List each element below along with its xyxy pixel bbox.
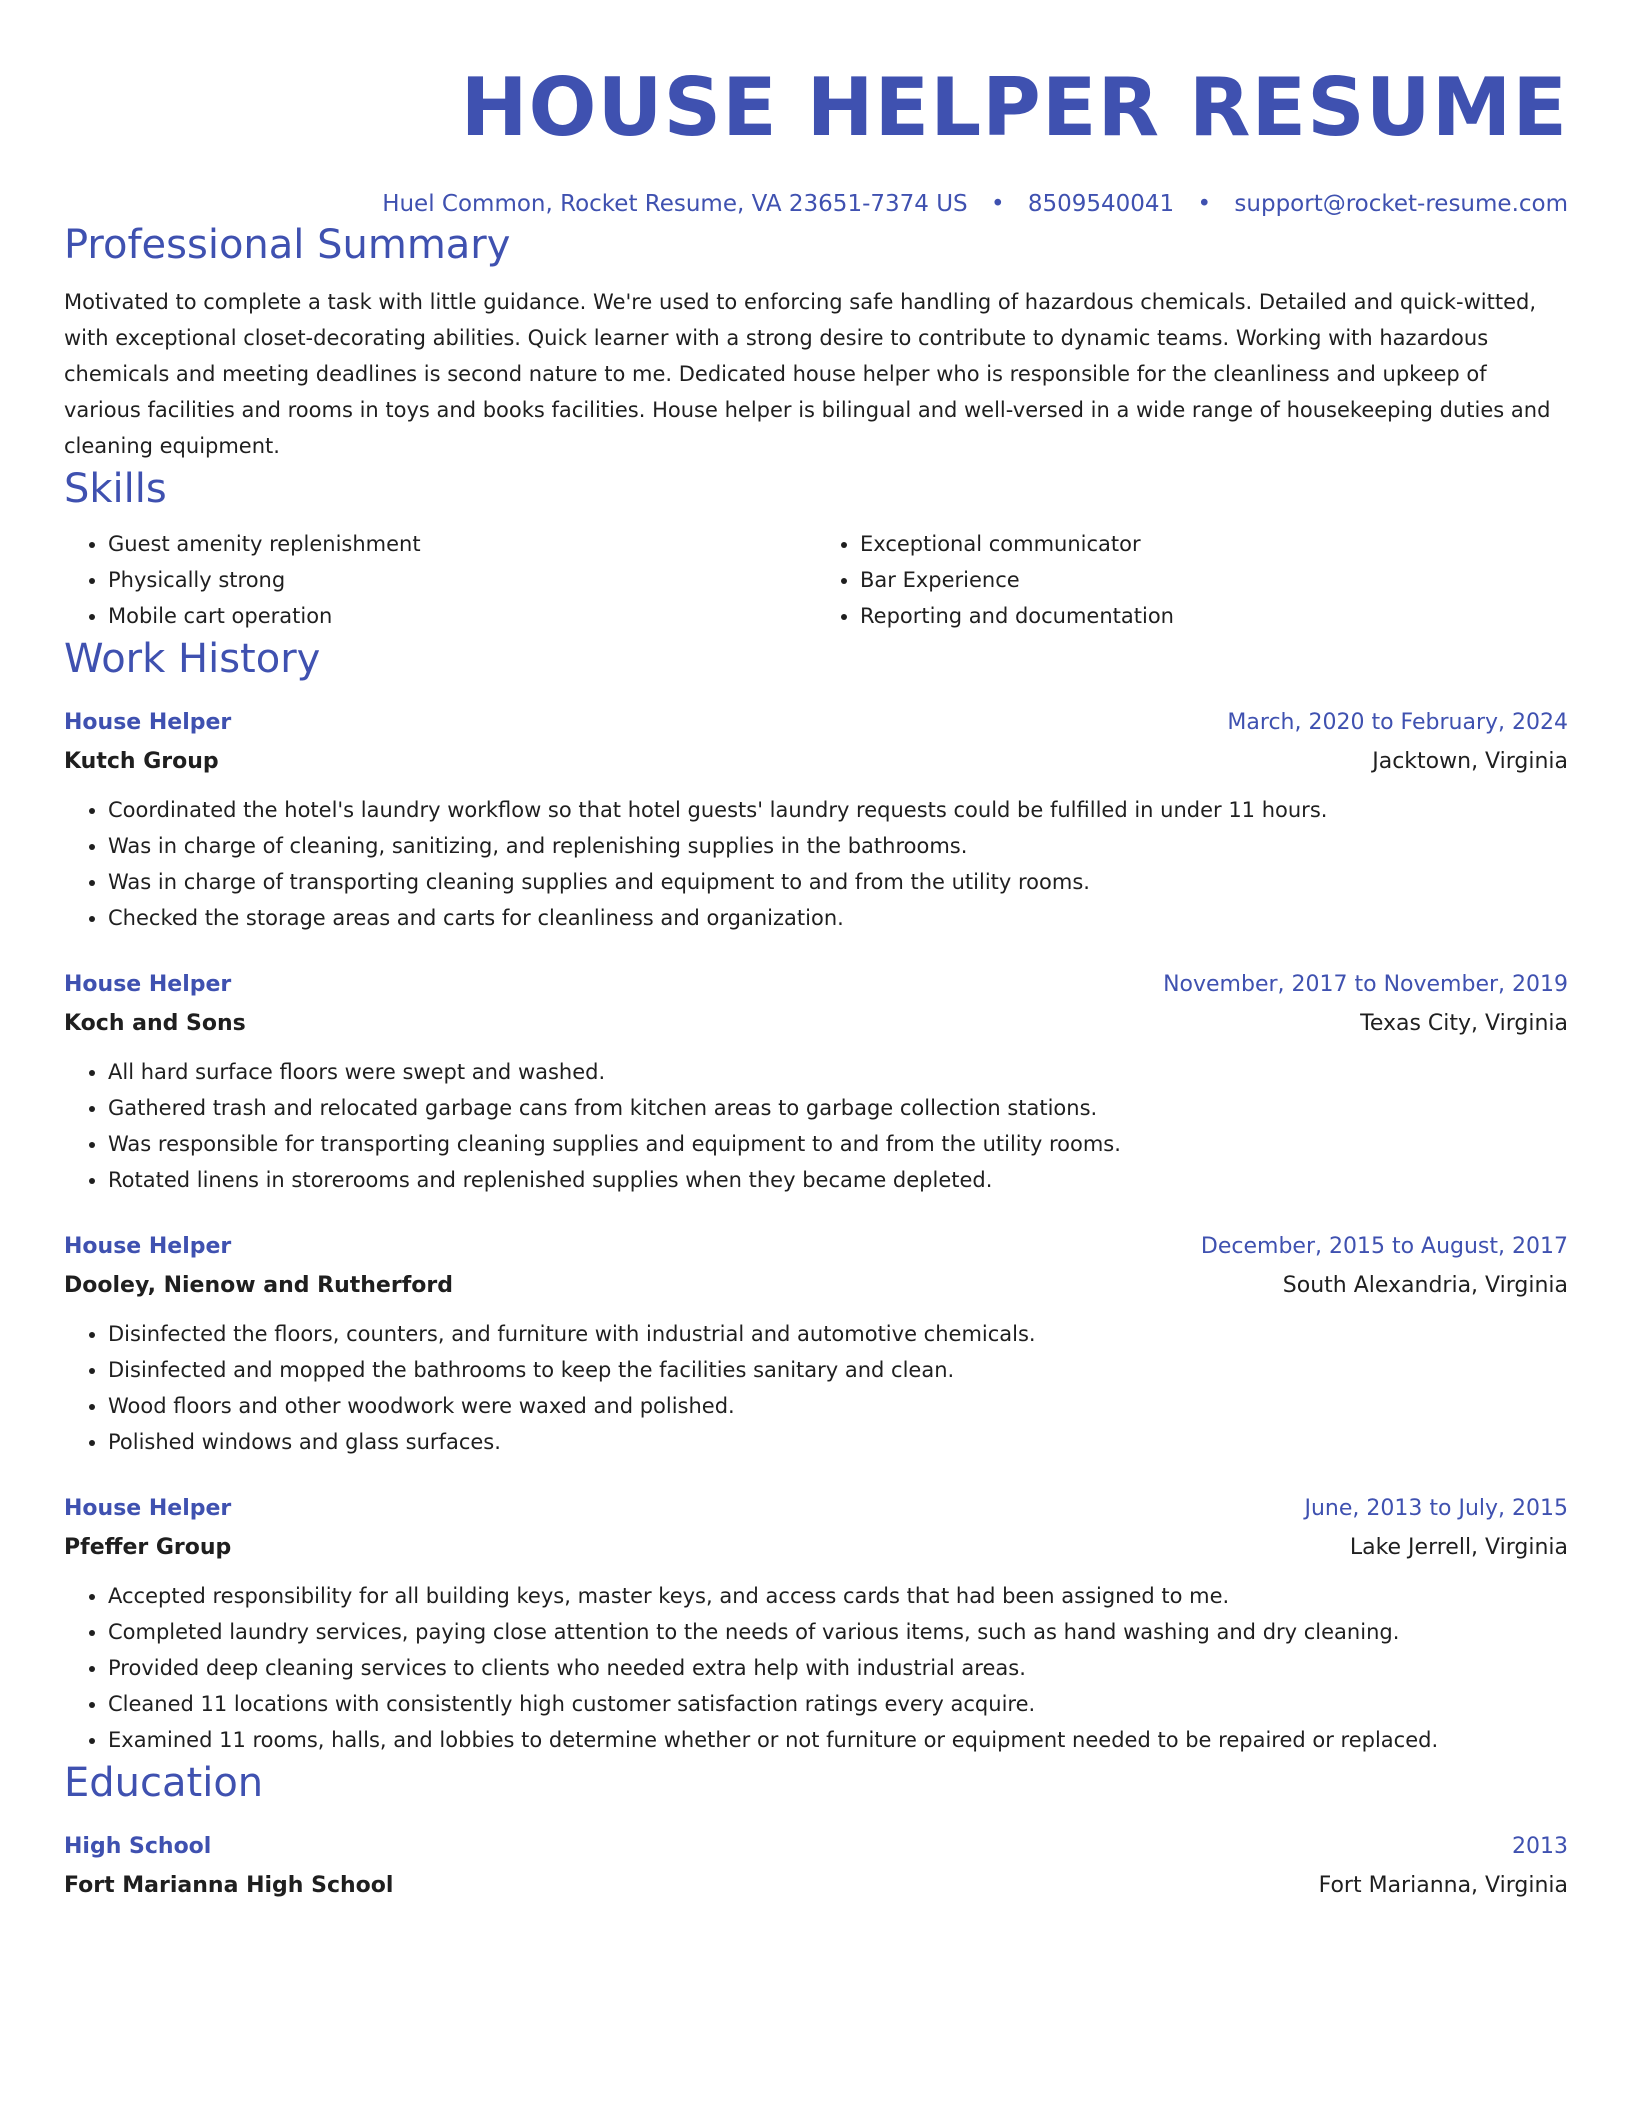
skill-item: • Physically strong <box>108 562 816 598</box>
skills-column-left <box>64 526 816 634</box>
job-company: Dooley, Nienow and Rutherford <box>64 1273 453 1298</box>
job-bullet: • Was in charge of transporting cleaning supplies and equipment to and from the utility rooms. <box>108 864 1568 900</box>
skills-column-right <box>816 526 1568 634</box>
job-bullet: • Coordinated the hotel's laundry workflow so that hotel guests' laundry requests could be fulfilled in under 11 hours. <box>108 792 1568 828</box>
job-bullet: • All hard surface floors were swept and washed. <box>108 1054 1568 1090</box>
job-bullet: • Examined 11 rooms, halls, and lobbies to determine whether or not furniture or equipment needed to be repaired or replaced. <box>108 1722 1568 1758</box>
job-bullet: • Was responsible for transporting cleaning supplies and equipment to and from the utility rooms. <box>108 1126 1568 1162</box>
job-bullet: • Polished windows and glass surfaces. <box>108 1424 1568 1460</box>
education-heading: Education <box>64 1760 264 1806</box>
job-bullet: • Rotated linens in storerooms and replenished supplies when they became depleted. <box>108 1162 1568 1198</box>
job-bullet: • Disinfected the floors, counters, and furniture with industrial and automotive chemicals. <box>108 1316 1568 1352</box>
education-school: Fort Marianna High School <box>64 1873 394 1898</box>
job-bullet: • Disinfected and mopped the bathrooms to keep the facilities sanitary and clean. <box>108 1352 1568 1388</box>
job-bullets <box>64 1578 1568 1758</box>
work-history-heading: Work History <box>64 636 321 682</box>
job-location: South Alexandria, Virginia <box>1282 1273 1568 1298</box>
skills-list <box>64 526 1568 634</box>
education-entry <box>64 1828 1568 1906</box>
skill-item: • Bar Experience <box>860 562 1568 598</box>
job-role: House Helper <box>64 1234 232 1259</box>
job-location: Lake Jerrell, Virginia <box>1349 1535 1568 1560</box>
education-location: Fort Marianna, Virginia <box>1318 1873 1568 1898</box>
job-entry <box>64 1228 1568 1460</box>
job-bullet: • Was in charge of cleaning, sanitizing, and replenishing supplies in the bathrooms. <box>108 828 1568 864</box>
job-entry <box>64 966 1568 1198</box>
job-dates: December, 2015 to August, 2017 <box>1200 1234 1568 1259</box>
skills-heading: Skills <box>64 466 167 512</box>
job-bullet: • Cleaned 11 locations with consistently high customer satisfaction ratings every acquire. <box>108 1686 1568 1722</box>
job-bullets <box>64 792 1568 936</box>
skill-item: • Exceptional communicator <box>860 526 1568 562</box>
contact-separator: • <box>990 191 1005 217</box>
contact-address: Huel Common, Rocket Resume, VA 23651-7374 US <box>382 191 968 217</box>
job-dates: March, 2020 to February, 2024 <box>1227 710 1568 735</box>
job-bullet: • Gathered trash and relocated garbage cans from kitchen areas to garbage collection stations. <box>108 1090 1568 1126</box>
job-company: Kutch Group <box>64 749 219 774</box>
job-entry <box>64 1490 1568 1758</box>
education-year: 2013 <box>1512 1834 1568 1859</box>
job-role: House Helper <box>64 972 232 997</box>
summary-heading: Professional Summary <box>64 222 511 268</box>
job-dates: June, 2013 to July, 2015 <box>1304 1496 1568 1521</box>
contact-separator: • <box>1197 191 1212 217</box>
job-entry <box>64 704 1568 936</box>
job-bullet: • Wood floors and other woodwork were waxed and polished. <box>108 1388 1568 1424</box>
summary-text: Motivated to complete a task with little guidance. We're used to enforcing safe handling of hazardous chemicals. Detailed and quick-witted, with exceptional closet-decorating abilities. Quick learner with a strong desire to contribute to dynamic teams. Working with hazardous chemicals and meeting deadlines is second nature to me. Dedicated house helper who is responsible for the cleanliness and upkeep of various facilities and rooms in toys and books facilities. House helper is bilingual and well-versed in a wide range of housekeeping duties and cleaning equipment. <box>64 290 1551 458</box>
job-location: Texas City, Virginia <box>1360 1011 1568 1036</box>
job-company: Pfeffer Group <box>64 1535 232 1560</box>
skill-item: • Reporting and documentation <box>860 598 1568 634</box>
contact-email: support@rocket-resume.com <box>1234 191 1568 217</box>
skill-item: • Guest amenity replenishment <box>108 526 816 562</box>
contact-line <box>64 188 1568 220</box>
resume-title: HOUSE HELPER RESUME <box>460 61 1568 154</box>
job-role: House Helper <box>64 710 232 735</box>
job-bullet: • Completed laundry services, paying close attention to the needs of various items, such as hand washing and dry cleaning. <box>108 1614 1568 1650</box>
job-company: Koch and Sons <box>64 1011 246 1036</box>
job-bullet: • Provided deep cleaning services to clients who needed extra help with industrial areas. <box>108 1650 1568 1686</box>
job-dates: November, 2017 to November, 2019 <box>1163 972 1568 997</box>
job-role: House Helper <box>64 1496 232 1521</box>
job-bullets <box>64 1054 1568 1198</box>
job-location: Jacktown, Virginia <box>1372 749 1568 774</box>
job-bullet: • Accepted responsibility for all building keys, master keys, and access cards that had been assigned to me. <box>108 1578 1568 1614</box>
job-bullets <box>64 1316 1568 1460</box>
contact-phone: 8509540041 <box>1027 191 1175 217</box>
job-bullet: • Checked the storage areas and carts for cleanliness and organization. <box>108 900 1568 936</box>
skill-item: • Mobile cart operation <box>108 598 816 634</box>
education-degree: High School <box>64 1834 212 1859</box>
